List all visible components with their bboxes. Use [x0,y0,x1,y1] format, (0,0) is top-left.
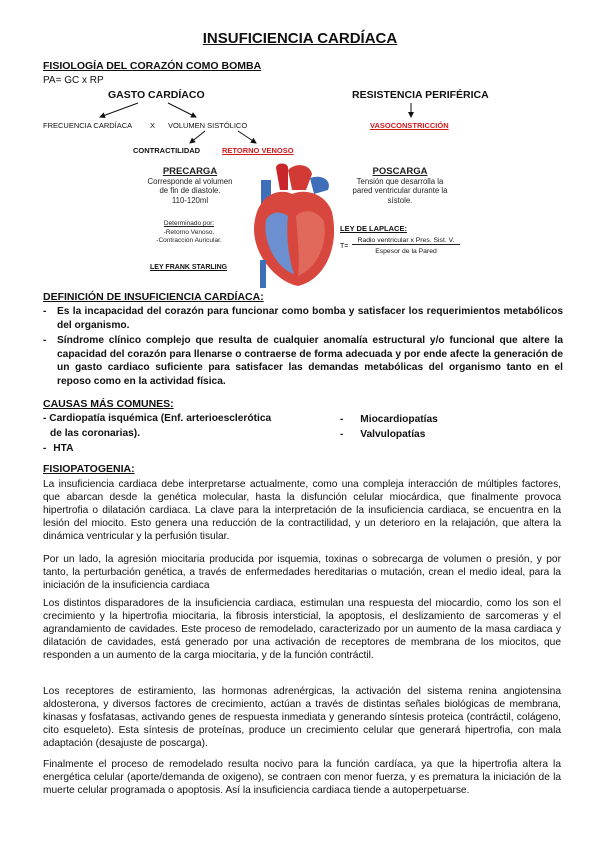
retorno-venoso-label: RETORNO VENOSO [222,146,294,155]
causa-miocardiopatias: - Miocardiopatías [340,414,438,425]
fisiopatogenia-paragraph-2: Por un lado, la agresión miocitaria producida por isquemia, toxinas o sobrecarga de volumen o presión, y por tanto, la perturbación genética, a través de enfermedades hereditarias o mutación, crean el medio ideal, para la iniciación de la insuficiencia cardiaca [43,554,561,591]
arrow-to-retorno [238,131,256,143]
flow-arrows [0,0,600,160]
poscarga-title: POSCARGA [372,166,428,177]
aorta-shape [276,164,288,191]
x-sign: X [150,121,156,130]
gasto-cardiaco-label: GASTO CARDÍACO [108,89,205,101]
causa-valvulopatias: - Valvulopatías [340,429,426,440]
arrow-to-volumen [168,103,196,117]
bullet-dash: - [43,443,47,454]
precarga-box [130,167,250,205]
fisiopatogenia-paragraph-3: Los distintos disparadores de la insuficiencia cardiaca, estimulan una respuesta del miocardio, como los son el crecimiento y la hipertrofia miocitaria, la fibrosis intersticial, la apoptosis, el deslizamiento de sarcomeras y el agrandamiento de cavidades. Este proceso de remodelado, caracterizado por un aumento de la masa cardiaca y dilatación de cavidades, está generado por una activación de receptores de membrana de los miocitos, que responden a un aumento de la carga miocitaria, y de la función contráctil. [43,598,561,661]
bullet-dash: - [43,306,47,317]
fisiopatogenia-paragraph-5: Finalmente el proceso de remodelado resulta nocivo para la función cardíaca, ya que la hipertrofia altera la energética celular (aporte/demanda de oxigeno), se contraen con menor fuerza, y es prematura la iniciación de la muerte celular programada o apoptosis. Así la insuficiencia cardiaca tiende a autoperpetuarse. [43,759,561,796]
poscarga-line-1: Tensión que desarrolla la [356,176,444,186]
causa-hta: - HTA [43,443,74,454]
laplace-numerator: Radio ventricular x Pres. Sist. V. [352,237,460,245]
volumen-label: VOLUMEN SISTÓLICO [168,121,248,130]
bullet-dash: - [340,429,344,440]
fisiopatogenia-paragraph-1: La insuficiencia cardiaca debe interpretarse actualmente, como una compleja interacción de múltiples factores, que abarcan desde la genética molecular, hasta la disfunción celular miocárdica, que finalmente provoca hipertrofia o dilatación cardiaca. La clave para la interpretación de la insuficiencia cardiaca, se encuentra en la lesión del miocito. Esto genera una reducción de la contractilidad, y un deterioro en la relajación, que altera la dinámica ventricular y la perfusión tisular. [43,479,561,542]
frank-starling-label: LEY FRANK STARLING [150,264,228,271]
precarga-line-1: Corresponde al volumen [147,176,233,186]
frecuencia-label: FRECUENCIA CARDÍACA [43,121,133,130]
determinado-title: Determinado por: [163,220,215,227]
definicion-item-2: - Síndrome clínico complejo que resulta de cualquier anomalía estructural y/o funcional que altere la capacidad del corazón para llenarse o contraerse de forma adecuada y por ende afecte la generación de un gasto cardiaco suficiente para satisfacer las demandas metabólicas del organismo tanto en el reposo como en la actividad física. [43,335,563,387]
laplace-t: T= [340,243,349,250]
definicion-heading: DEFINICIÓN DE INSUFICIENCIA CARDÍACA: [43,291,264,303]
arrow-to-contractilidad [190,131,205,143]
heart-illustration [236,160,349,290]
vasoconstriccion-label: VASOCONSTRICCIÓN [370,121,449,130]
causas-heading: CAUSAS MÁS COMUNES: [43,398,174,410]
fisiopatogenia-heading: FISIOPATOGENIA: [43,463,135,475]
determinado-1: -Retorno Venoso. [163,228,215,236]
precarga-title: PRECARGA [162,166,218,177]
fisiologia-heading: FISIOLOGÍA DEL CORAZÓN COMO BOMBA [43,60,262,72]
resistencia-periferica-label: RESISTENCIA PERIFÉRICA [352,89,489,101]
determinado-2: -Contracción Auricular. [156,237,222,244]
page-title: INSUFICIENCIA CARDÍACA [202,30,398,47]
bullet-dash: - [43,335,47,346]
poscarga-line-2: pared ventricular durante la [352,186,448,195]
laplace-denominator: Espesor de la Pared [375,248,437,255]
causa-cardiopatia: - Cardiopatía isquémica (Enf. arterioesclerótica [43,413,272,424]
precarga-line-3: 110-120ml [171,195,209,205]
poscarga-line-3: sístole. [387,195,413,205]
definicion-item-1: - Es la incapacidad del corazón para funcionar como bomba y satisfacer los requerimientos metabólicos del organismo. [43,306,563,331]
pa-formula: PA= GC x RP [43,75,104,86]
contractilidad-label: CONTRACTILIDAD [133,146,201,155]
bullet-dash: - [340,414,344,425]
precarga-line-2: de fin de diastole. [159,186,221,195]
poscarga-box [340,167,460,205]
laplace-label: LEY DE LAPLACE: [340,224,407,233]
determinado-box [144,220,234,246]
fisiopatogenia-paragraph-4: Los receptores de estiramiento, las hormonas adrenérgicas, la activación del sistema renina angiotensina aldosterona, y diversos factores de crecimiento, actúan a través de distintas señales biológicas de membrana, kinasas y fosfatasas, activando genes de respuesta inmediata y generando síntesis proteica (contráctil, colágeno, cito esqueleto). Esta síntesis de proteínas, produce un crecimiento celular que generará hipertrofia, con mala adaptación (desajuste de poscarga). [43,686,561,749]
causa-cardiopatia-cont: de las coronarias). [50,428,141,439]
arrow-to-frecuencia [100,103,138,117]
